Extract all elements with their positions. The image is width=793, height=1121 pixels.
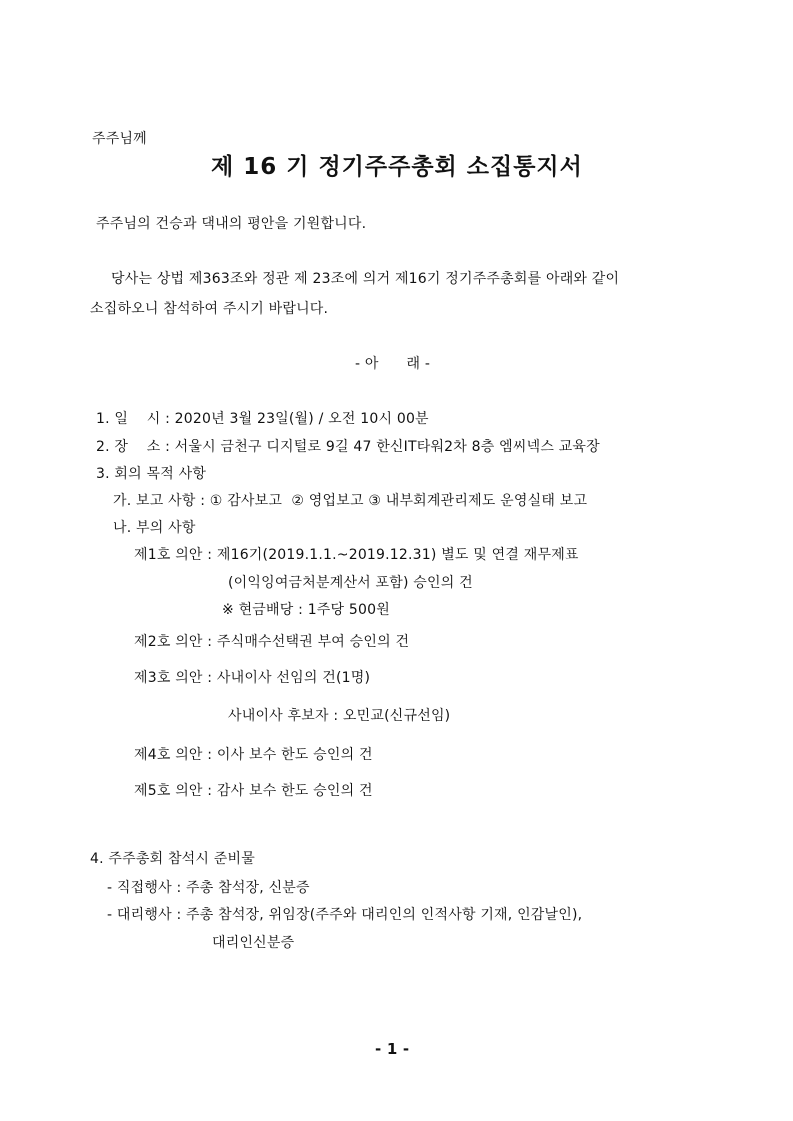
- resolution-1-line-2: (이익잉여금처분계산서 포함) 승인의 건: [228, 575, 473, 591]
- item-date: 1. 일 시 : 2020년 3월 23일(월) / 오전 10시 00분: [96, 411, 429, 427]
- resolution-3-candidate: 사내이사 후보자 : 오민교(신규선임): [228, 708, 451, 724]
- salutation: 주주님께: [92, 131, 147, 147]
- resolution-1-line-1: 제1호 의안 : 제16기(2019.1.1.~2019.12.31) 별도 및 연결 재무제표: [134, 547, 579, 563]
- prep-heading: 4. 주주총회 참석시 준비물: [90, 851, 255, 867]
- resolution-4: 제4호 의안 : 이사 보수 한도 승인의 건: [134, 747, 373, 763]
- resolution-3: 제3호 의안 : 사내이사 선임의 건(1명): [134, 670, 371, 686]
- resolution-5: 제5호 의안 : 감사 보수 한도 승인의 건: [134, 783, 373, 799]
- greeting: 주주님의 건승과 댁내의 평안을 기원합니다.: [96, 216, 367, 232]
- resolution-1-note: ※ 현금배당 : 1주당 500원: [222, 602, 390, 618]
- item-agenda-heading: 3. 회의 목적 사항: [96, 466, 207, 482]
- prep-proxy-line-1: - 대리행사 : 주총 참석장, 위임장(주주와 대리인의 인적사항 기재, 인감날인),: [107, 907, 583, 923]
- item-report: 가. 보고 사항 : ① 감사보고 ② 영업보고 ③ 내부회계관리제도 운영실태 보고: [113, 493, 588, 509]
- item-resolutions-heading: 나. 부의 사항: [113, 520, 196, 536]
- page-number: - 1 -: [375, 1040, 410, 1058]
- prep-direct: - 직접행사 : 주총 참석장, 신분증: [107, 880, 310, 896]
- section-mark: - 아 래 -: [355, 356, 431, 372]
- item-place: 2. 장 소 : 서울시 금천구 디지털로 9길 47 한신IT타워2차 8층 엠씨넥스 교육장: [96, 439, 600, 455]
- resolution-2: 제2호 의안 : 주식매수선택권 부여 승인의 건: [134, 634, 410, 650]
- intro-line-2: 소집하오니 참석하여 주시기 바랍니다.: [90, 301, 329, 317]
- prep-proxy-line-2: 대리인신분증: [212, 935, 295, 951]
- document-title: 제 16 기 정기주주총회 소집통지서: [211, 154, 583, 180]
- intro-line-1: 당사는 상법 제363조와 정관 제 23조에 의거 제16기 정기주주총회를 아래와 같이: [111, 271, 620, 287]
